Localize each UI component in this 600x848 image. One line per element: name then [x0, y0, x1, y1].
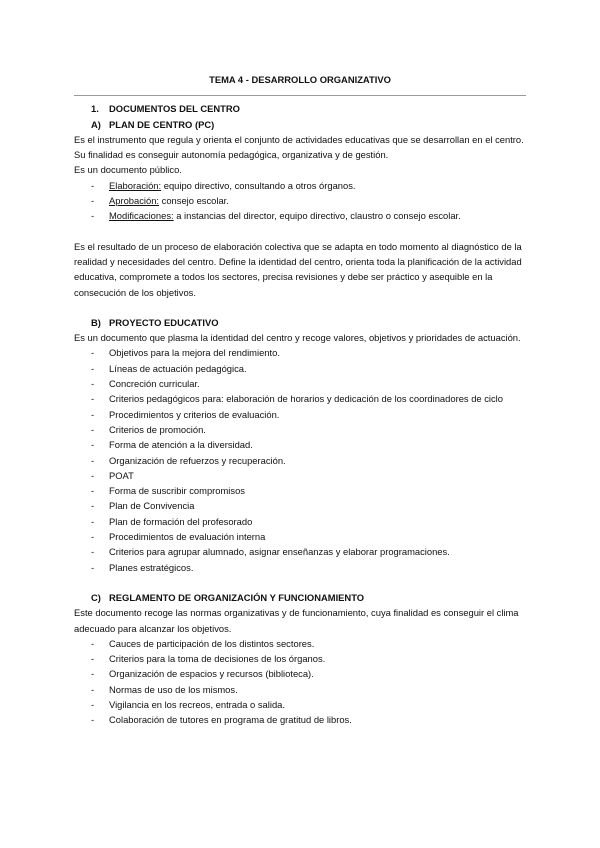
list-dash: -	[91, 698, 95, 710]
list-item	[74, 361, 526, 376]
list-item	[74, 651, 526, 666]
list-item	[74, 498, 526, 513]
section-a-public-note: Es un documento público.	[74, 164, 182, 176]
list-item	[74, 712, 526, 727]
list-item	[74, 178, 526, 193]
section-a-closing: Es el resultado de un proceso de elaboración colectiva que se adapta en todo momento al diagnóstico de la realidad y necesidades del centro. Define la identidad del centro, orienta toda la planificación de la actividad educativa, compromete a todos los sectores, precisa revisiones y debe ser práctico y asequible en la consecución de los objetivos.	[74, 240, 522, 298]
list-dash: -	[91, 195, 95, 207]
list-dash: -	[91, 500, 95, 512]
list-dash: -	[91, 362, 95, 374]
list-dash: -	[91, 531, 95, 543]
list-item	[74, 376, 526, 391]
list-item	[74, 453, 526, 468]
list-item-text: Concreción curricular.	[109, 378, 200, 390]
section-1-number: 1.	[91, 103, 99, 115]
list-item-text: POAT	[109, 469, 134, 481]
list-item-term: Elaboración:	[109, 179, 162, 191]
list-item	[74, 437, 526, 452]
list-item	[74, 422, 526, 437]
section-a-label: PLAN DE CENTRO (PC)	[109, 118, 215, 130]
section-1-label: DOCUMENTOS DEL CENTRO	[109, 103, 240, 115]
list-item-text: Colaboración de tutores en programa de gratitud de libros.	[109, 714, 352, 726]
list-item	[74, 345, 526, 360]
list-dash: -	[91, 454, 95, 466]
list-dash: -	[91, 408, 95, 420]
list-item	[74, 666, 526, 681]
list-dash: -	[91, 561, 95, 573]
list-item-text: Cauces de participación de los distintos sectores.	[109, 637, 315, 649]
list-item	[74, 697, 526, 712]
list-dash: -	[91, 637, 95, 649]
section-c-label: REGLAMENTO DE ORGANIZACIÓN Y FUNCIONAMIENTO	[109, 591, 365, 603]
section-b-number: B)	[91, 316, 101, 328]
list-dash: -	[91, 546, 95, 558]
list-dash: -	[91, 683, 95, 695]
list-dash: -	[91, 378, 95, 390]
section-c-intro: Este documento recoge las normas organizativas y de funcionamiento, cuya finalidad es conseguir el clima adecuado para alcanzar los objetivos.	[74, 607, 519, 634]
document-page	[74, 72, 526, 728]
section-c-number: C)	[91, 591, 101, 603]
list-item	[74, 468, 526, 483]
document-title: TEMA 4 - DESARROLLO ORGANIZATIVO	[209, 74, 391, 85]
section-b-intro: Es un documento que plasma la identidad del centro y recoge valores, objetivos y prioridades de actuación.	[74, 332, 521, 344]
list-item-text: Forma de atención a la diversidad.	[109, 439, 253, 451]
list-item-text: Líneas de actuación pedagógica.	[109, 362, 247, 374]
title-divider	[74, 95, 526, 96]
section-b-list	[74, 345, 526, 574]
list-item	[74, 483, 526, 498]
list-item-term: Modificaciones:	[109, 210, 174, 222]
list-item	[74, 682, 526, 697]
section-b-label: PROYECTO EDUCATIVO	[109, 316, 219, 328]
list-item-text: Criterios para la toma de decisiones de los órganos.	[109, 653, 326, 665]
list-item-text: equipo directivo, consultando a otros órganos.	[161, 179, 356, 191]
list-item-text: Organización de espacios y recursos (biblioteca).	[109, 668, 314, 680]
list-dash: -	[91, 439, 95, 451]
section-b-heading	[74, 315, 526, 330]
list-item	[74, 407, 526, 422]
list-item	[74, 544, 526, 559]
list-item-text: consejo escolar.	[159, 195, 229, 207]
list-item	[74, 208, 526, 223]
list-item	[74, 514, 526, 529]
list-item-text: Procedimientos y criterios de evaluación.	[109, 408, 280, 420]
list-item-text: Plan de formación del profesorado	[109, 515, 253, 527]
list-dash: -	[91, 347, 95, 359]
list-item-text: Procedimientos de evaluación interna	[109, 531, 266, 543]
list-dash: -	[91, 393, 95, 405]
list-item-text: Criterios pedagógicos para: elaboración de horarios y dedicación de los coordinadores de ciclo	[109, 393, 503, 405]
section-a-intro: Es el instrumento que regula y orienta el conjunto de actividades educativas que se desarrollan en el centro. Su finalidad es conseguir autonomía pedagógica, organizativa y de gestión.	[74, 133, 524, 161]
list-item-text: Forma de suscribir compromisos	[109, 485, 245, 497]
list-dash: -	[91, 210, 95, 222]
section-a-heading	[74, 117, 526, 132]
list-item-text: Plan de Convivencia	[109, 500, 195, 512]
list-item	[74, 391, 526, 406]
list-dash: -	[91, 653, 95, 665]
list-dash: -	[91, 469, 95, 481]
section-1-heading	[74, 101, 526, 116]
list-item-text: Planes estratégicos.	[109, 561, 194, 573]
list-item-text: Criterios de promoción.	[109, 423, 206, 435]
section-a-number: A)	[91, 118, 101, 130]
list-item-term: Aprobación:	[109, 195, 160, 207]
section-c-heading	[74, 590, 526, 605]
section-c-list	[74, 636, 526, 728]
list-item-text: Organización de refuerzos y recuperación.	[109, 454, 286, 466]
list-item-text: Normas de uso de los mismos.	[109, 683, 238, 695]
list-dash: -	[91, 179, 95, 191]
list-item-text: Vigilancia en los recreos, entrada o salida.	[109, 698, 285, 710]
list-item	[74, 193, 526, 208]
list-dash: -	[91, 423, 95, 435]
list-item-text: a instancias del director, equipo directivo, claustro o consejo escolar.	[173, 210, 461, 222]
list-dash: -	[91, 485, 95, 497]
list-item-text: Criterios para agrupar alumnado, asignar enseñanzas y elaborar programaciones.	[109, 546, 450, 558]
section-a-list	[74, 178, 526, 224]
list-item	[74, 636, 526, 651]
list-item	[74, 560, 526, 575]
list-dash: -	[91, 515, 95, 527]
list-item-text: Objetivos para la mejora del rendimiento.	[109, 347, 280, 359]
list-item	[74, 529, 526, 544]
list-dash: -	[91, 714, 95, 726]
list-dash: -	[91, 668, 95, 680]
